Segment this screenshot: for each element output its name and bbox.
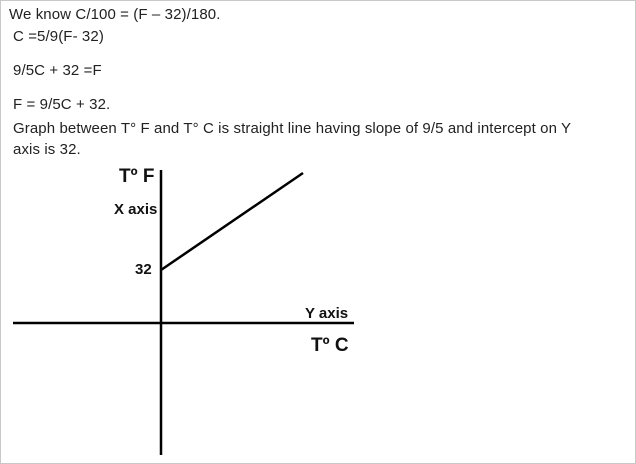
equation-line-2: C =5/9(F- 32) (13, 28, 104, 45)
vertical-axis-name: X axis (114, 201, 158, 218)
explanation-line-1: Graph between T° F and T° C is straight line having slope of 9/5 and intercept on Y (13, 120, 572, 137)
equation-line-4: F = 9/5C + 32. (13, 96, 111, 113)
graph-line (161, 173, 303, 270)
vertical-axis-title: Tº F (119, 166, 155, 187)
horizontal-axis-title: Tº C (311, 335, 349, 356)
explanation-line-2: axis is 32. (13, 141, 81, 158)
intercept-label: 32 (135, 261, 152, 278)
equation-line-1: We know C/100 = (F – 32)/180. (9, 6, 221, 23)
equation-line-3: 9/5C + 32 =F (13, 62, 102, 79)
horizontal-axis-name: Y axis (305, 305, 349, 322)
